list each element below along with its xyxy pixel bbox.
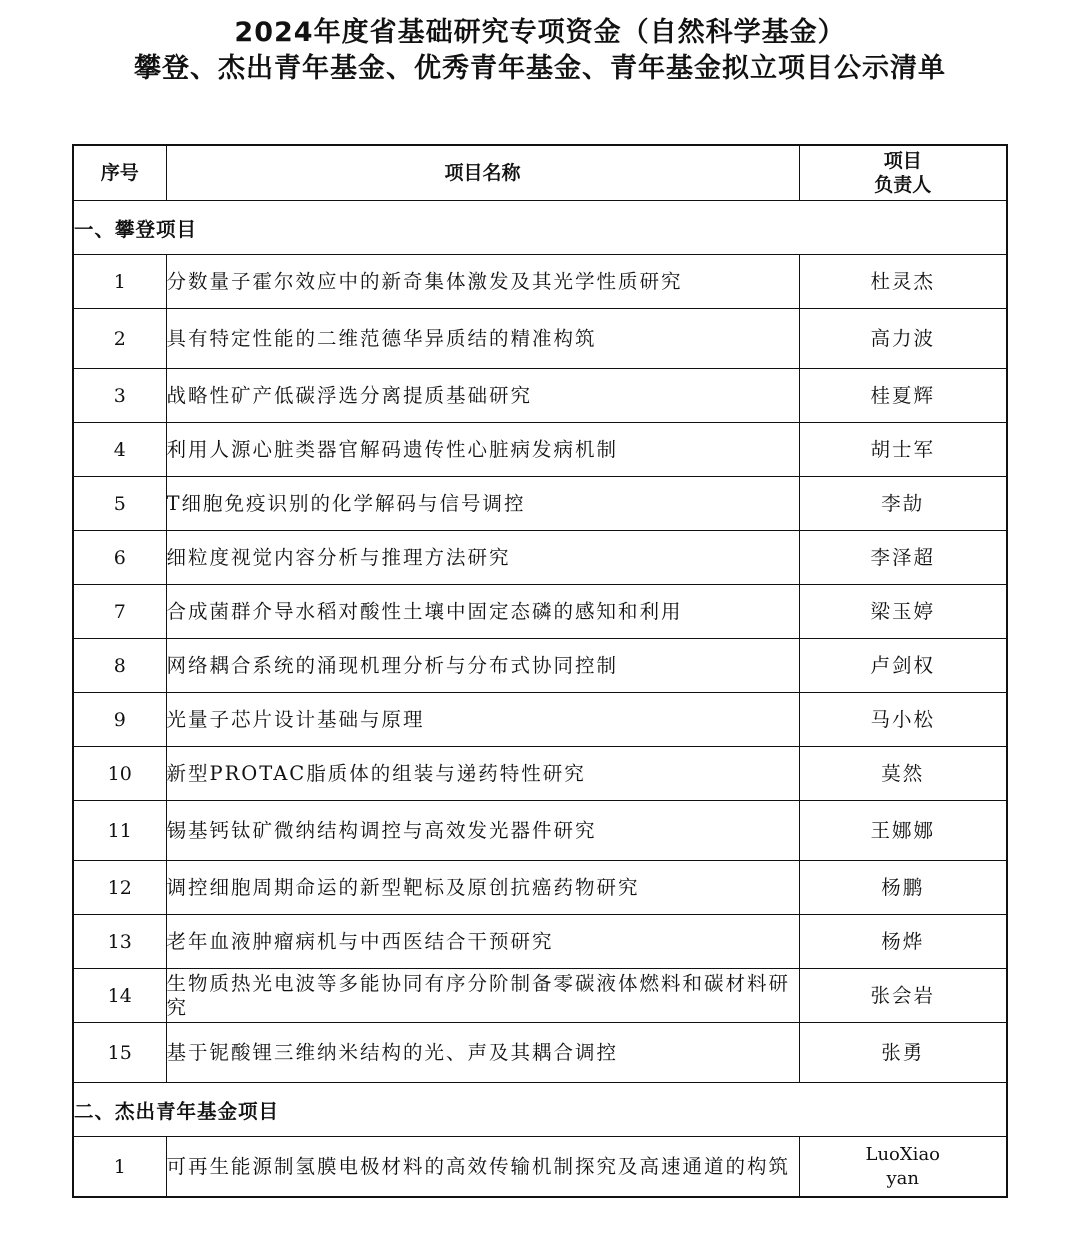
row-project-name: 战略性矿产低碳浮选分离提质基础研究 bbox=[166, 369, 799, 423]
row-project-name: 调控细胞周期命运的新型靶标及原创抗癌药物研究 bbox=[166, 861, 799, 915]
row-lead bbox=[799, 1137, 1007, 1198]
table-row bbox=[73, 1137, 1007, 1198]
row-lead: 胡士军 bbox=[799, 423, 1007, 477]
row-project-name: 利用人源心脏类器官解码遗传性心脏病发病机制 bbox=[166, 423, 799, 477]
table-row bbox=[73, 801, 1007, 861]
row-lead: 张会岩 bbox=[799, 969, 1007, 1023]
row-project-name: 新型PROTAC脂质体的组装与递药特性研究 bbox=[166, 747, 799, 801]
row-lead: 高力波 bbox=[799, 309, 1007, 369]
table-header-row bbox=[73, 145, 1007, 201]
row-project-name: 锡基钙钛矿微纳结构调控与高效发光器件研究 bbox=[166, 801, 799, 861]
section-label: 一、攀登项目 bbox=[73, 201, 1007, 255]
table-row bbox=[73, 255, 1007, 309]
row-no: 7 bbox=[73, 585, 166, 639]
table-row bbox=[73, 1023, 1007, 1083]
row-no: 15 bbox=[73, 1023, 166, 1083]
row-no: 1 bbox=[73, 1137, 166, 1198]
row-lead: 杨鹏 bbox=[799, 861, 1007, 915]
row-project-name: 分数量子霍尔效应中的新奇集体激发及其光学性质研究 bbox=[166, 255, 799, 309]
row-no: 9 bbox=[73, 693, 166, 747]
row-no: 1 bbox=[73, 255, 166, 309]
table-row bbox=[73, 639, 1007, 693]
row-lead: 李泽超 bbox=[799, 531, 1007, 585]
row-lead: 张勇 bbox=[799, 1023, 1007, 1083]
row-lead: 莫然 bbox=[799, 747, 1007, 801]
table-row bbox=[73, 969, 1007, 1023]
header-name: 项目名称 bbox=[166, 145, 799, 201]
table-row bbox=[73, 477, 1007, 531]
row-no: 14 bbox=[73, 969, 166, 1023]
document-title-line2: 攀登、杰出青年基金、优秀青年基金、青年基金拟立项目公示清单 bbox=[134, 53, 946, 84]
table-row bbox=[73, 915, 1007, 969]
row-no: 12 bbox=[73, 861, 166, 915]
section-row bbox=[73, 201, 1007, 255]
row-project-name: 网络耦合系统的涌现机理分析与分布式协同控制 bbox=[166, 639, 799, 693]
row-no: 3 bbox=[73, 369, 166, 423]
row-no: 4 bbox=[73, 423, 166, 477]
row-lead: 梁玉婷 bbox=[799, 585, 1007, 639]
row-lead-line1: LuoXiao bbox=[865, 1143, 941, 1165]
row-lead: 桂夏辉 bbox=[799, 369, 1007, 423]
row-project-name: 基于铌酸锂三维纳米结构的光、声及其耦合调控 bbox=[166, 1023, 799, 1083]
row-lead: 王娜娜 bbox=[799, 801, 1007, 861]
row-project-name: 可再生能源制氢膜电极材料的高效传输机制探究及高速通道的构筑 bbox=[166, 1137, 799, 1198]
row-lead-line2: yan bbox=[886, 1167, 919, 1189]
header-lead-line1: 项目 bbox=[883, 150, 922, 172]
table-row bbox=[73, 531, 1007, 585]
section-label: 二、杰出青年基金项目 bbox=[73, 1083, 1007, 1137]
header-lead-line2: 负责人 bbox=[874, 174, 932, 196]
row-no: 11 bbox=[73, 801, 166, 861]
row-project-name: 老年血液肿瘤病机与中西医结合干预研究 bbox=[166, 915, 799, 969]
row-lead: 马小松 bbox=[799, 693, 1007, 747]
table-row bbox=[73, 861, 1007, 915]
row-lead: 杜灵杰 bbox=[799, 255, 1007, 309]
table-row bbox=[73, 747, 1007, 801]
row-no: 2 bbox=[73, 309, 166, 369]
row-no: 10 bbox=[73, 747, 166, 801]
row-lead: 李劼 bbox=[799, 477, 1007, 531]
row-project-name: 合成菌群介导水稻对酸性土壤中固定态磷的感知和利用 bbox=[166, 585, 799, 639]
document-title-line1: 2024年度省基础研究专项资金（自然科学基金） bbox=[234, 17, 846, 48]
row-project-name: 具有特定性能的二维范德华异质结的精准构筑 bbox=[166, 309, 799, 369]
row-lead: 杨烨 bbox=[799, 915, 1007, 969]
row-project-name: 生物质热光电波等多能协同有序分阶制备零碳液体燃料和碳材料研究 bbox=[166, 969, 799, 1023]
row-project-name: 细粒度视觉内容分析与推理方法研究 bbox=[166, 531, 799, 585]
header-no: 序号 bbox=[73, 145, 166, 201]
row-project-name: T细胞免疫识别的化学解码与信号调控 bbox=[166, 477, 799, 531]
row-no: 13 bbox=[73, 915, 166, 969]
table-row bbox=[73, 585, 1007, 639]
row-project-name: 光量子芯片设计基础与原理 bbox=[166, 693, 799, 747]
row-no: 6 bbox=[73, 531, 166, 585]
project-list-table bbox=[72, 144, 1008, 1198]
row-no: 5 bbox=[73, 477, 166, 531]
table-row bbox=[73, 309, 1007, 369]
section-row bbox=[73, 1083, 1007, 1137]
table-row bbox=[73, 423, 1007, 477]
header-lead bbox=[799, 145, 1007, 201]
table-row bbox=[73, 369, 1007, 423]
row-lead: 卢剑权 bbox=[799, 639, 1007, 693]
row-no: 8 bbox=[73, 639, 166, 693]
table-row bbox=[73, 693, 1007, 747]
